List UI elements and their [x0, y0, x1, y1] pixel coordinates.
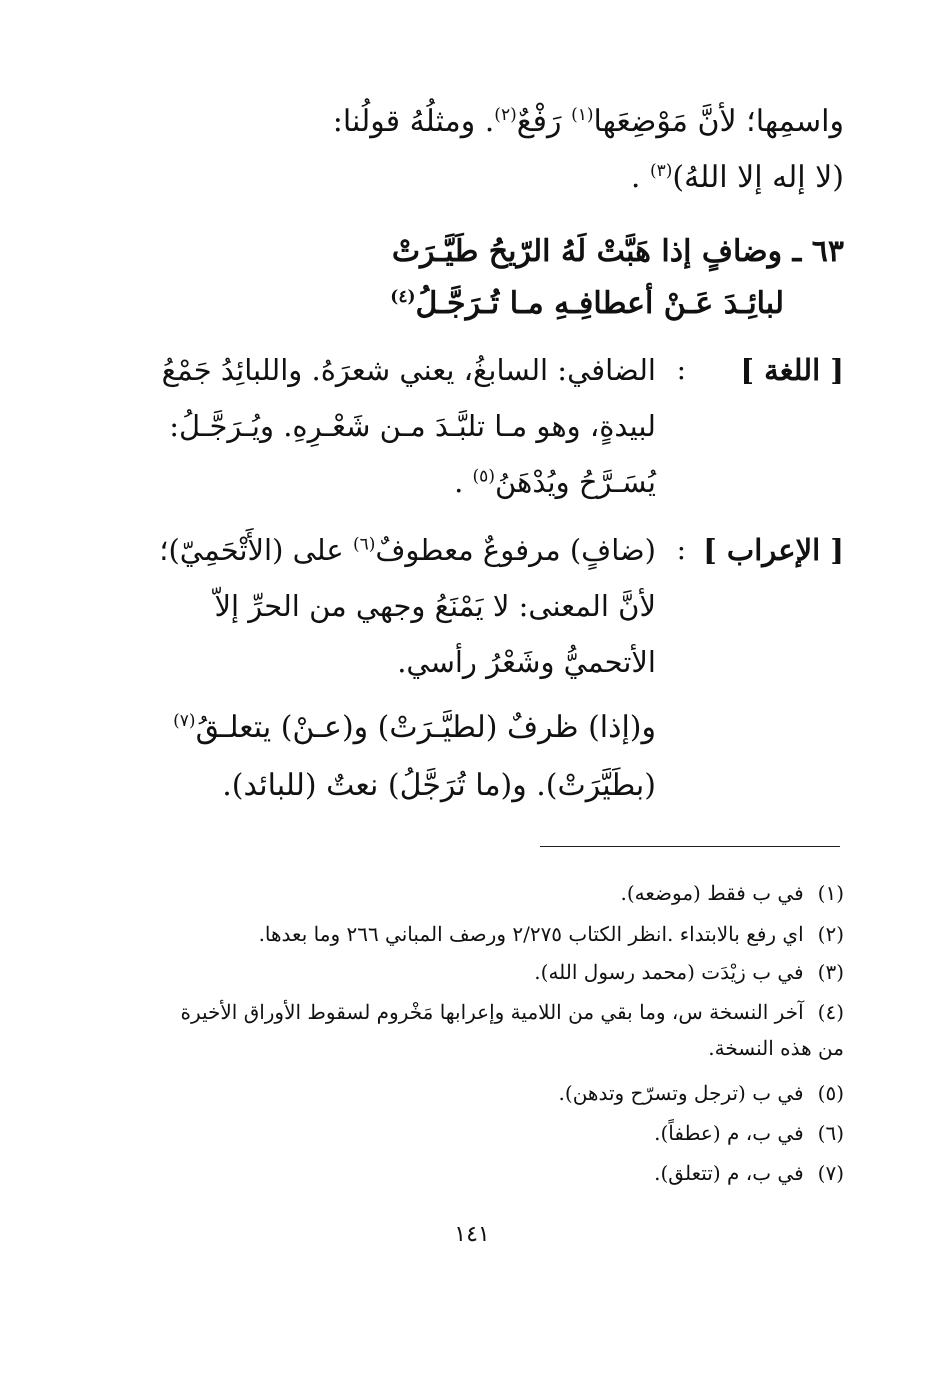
footnote-number: (١) — [817, 881, 844, 905]
irab-label: [ الإعراب ] — [703, 533, 844, 567]
footnote-number: (٢) — [817, 922, 844, 946]
lugha-end: . — [454, 465, 464, 499]
footnote-ref-5: (٥) — [472, 466, 495, 487]
irab-body-1: (ضافٍ) مرفوعٌ معطوفٌ — [375, 533, 656, 567]
footnote-ref-6: (٦) — [352, 534, 376, 555]
intro-text-4: (لا إله إلا اللهُ) — [672, 160, 844, 195]
footnote-number: (٣) — [817, 960, 844, 984]
irab-body-2: على (الأَتْحَمِيّ)؛ لأنَّ المعنى: لا يَمْنَعُ وجهي من الحرِّ إلاّ الأتحميُّ وشَعْرُ رأسي. — [159, 533, 656, 679]
irab-body-4: (بطَيَّرَتْ). و(ما تُرَجَّلُ) نعتٌ (للبائد). — [222, 768, 656, 803]
footnote-text: آخر النسخة س، وما بقي من اللامية وإعرابها مَخْروم لسقوط الأوراق الأخيرة من هذه النسخة. — [180, 1000, 844, 1060]
lugha-label: [ اللغة ] — [740, 353, 844, 387]
footnote-number: (٦) — [817, 1121, 844, 1145]
verse-hemistich-1: وضافٍ إذا هَبَّتْ لَهُ الرّيحُ طَيَّـرَتْ — [391, 234, 783, 269]
footnote-text: اي رفع بالابتداء .انظر الكتاب ٢/٢٧٥ ورصف المباني ٢٦٦ وما بعدها. — [258, 922, 804, 946]
verse-line-1 — [392, 232, 844, 272]
irab-colon: : — [676, 533, 686, 566]
lugha-text — [146, 342, 656, 510]
lugha-colon: : — [676, 353, 686, 386]
footnote-4 — [154, 994, 844, 1066]
verse-number: ٦٣ ـ — [792, 234, 844, 269]
footnote-7 — [654, 1156, 844, 1190]
footnote-ref-7: (٧) — [173, 711, 196, 731]
footnote-text: في ب، م (تتعلق). — [654, 1161, 804, 1185]
footnote-ref-4: (٤) — [390, 287, 416, 307]
irab-body-3: و(إذا) ظرفٌ (لطيَّـرَتْ) و(عـنْ) يتعلـقُ — [195, 710, 656, 745]
footnote-6 — [654, 1116, 844, 1150]
page-number: ١٤١ — [454, 1222, 490, 1247]
footnote-2 — [259, 917, 844, 951]
footnote-text: في ب زيْدَت (محمد رسول الله). — [534, 960, 804, 984]
footnote-number: (٤) — [817, 1000, 844, 1024]
footnote-ref-3: (٣) — [649, 161, 673, 181]
footnote-number: (٥) — [817, 1081, 844, 1105]
irab-line-5 — [222, 766, 656, 806]
intro-line-2: (لا إله إلا اللهُ)$^{(٣)}$ . — [630, 160, 844, 195]
irab-line-4 — [173, 708, 656, 748]
footnote-5 — [559, 1076, 844, 1110]
intro-text-2: رَفْعٌ — [516, 104, 562, 139]
footnote-ref-1: (١) — [571, 105, 594, 125]
verse-line-2 — [390, 284, 784, 324]
intro-line-1 — [333, 102, 844, 142]
footnote-text: في ب (ترجل وتسرّح وتدهن). — [558, 1081, 804, 1105]
irab-text — [146, 522, 656, 690]
intro-text-1: واسمِها؛ لأنَّ مَوْضِعَها — [593, 104, 844, 139]
footnote-ref-2: (٢) — [494, 105, 517, 125]
lugha-body: الضافي: السابغُ، يعني شعرَهُ. واللبائِدُ جَمْعُ لبيدةٍ، وهو مـا تلبَّـدَ مـن شَعْـرِهِ. ويُـرَجَّـلُ: يُسَـرَّحُ ويُدْهَنُ — [161, 353, 656, 499]
verse-hemistich-2: لبائِـدَ عَـنْ أعطافِـهِ مـا تُـرَجَّـلُ — [415, 286, 784, 321]
footnote-3 — [534, 955, 844, 989]
footnote-text: في ب، م (عطفاً). — [654, 1121, 804, 1145]
footnote-divider — [540, 846, 840, 847]
footnote-number: (٧) — [817, 1161, 844, 1185]
intro-text-3: . ومثلُهُ قولُنا: — [332, 104, 495, 139]
footnote-text: في ب فقط (موضعه). — [620, 881, 804, 905]
footnote-1 — [620, 876, 844, 910]
